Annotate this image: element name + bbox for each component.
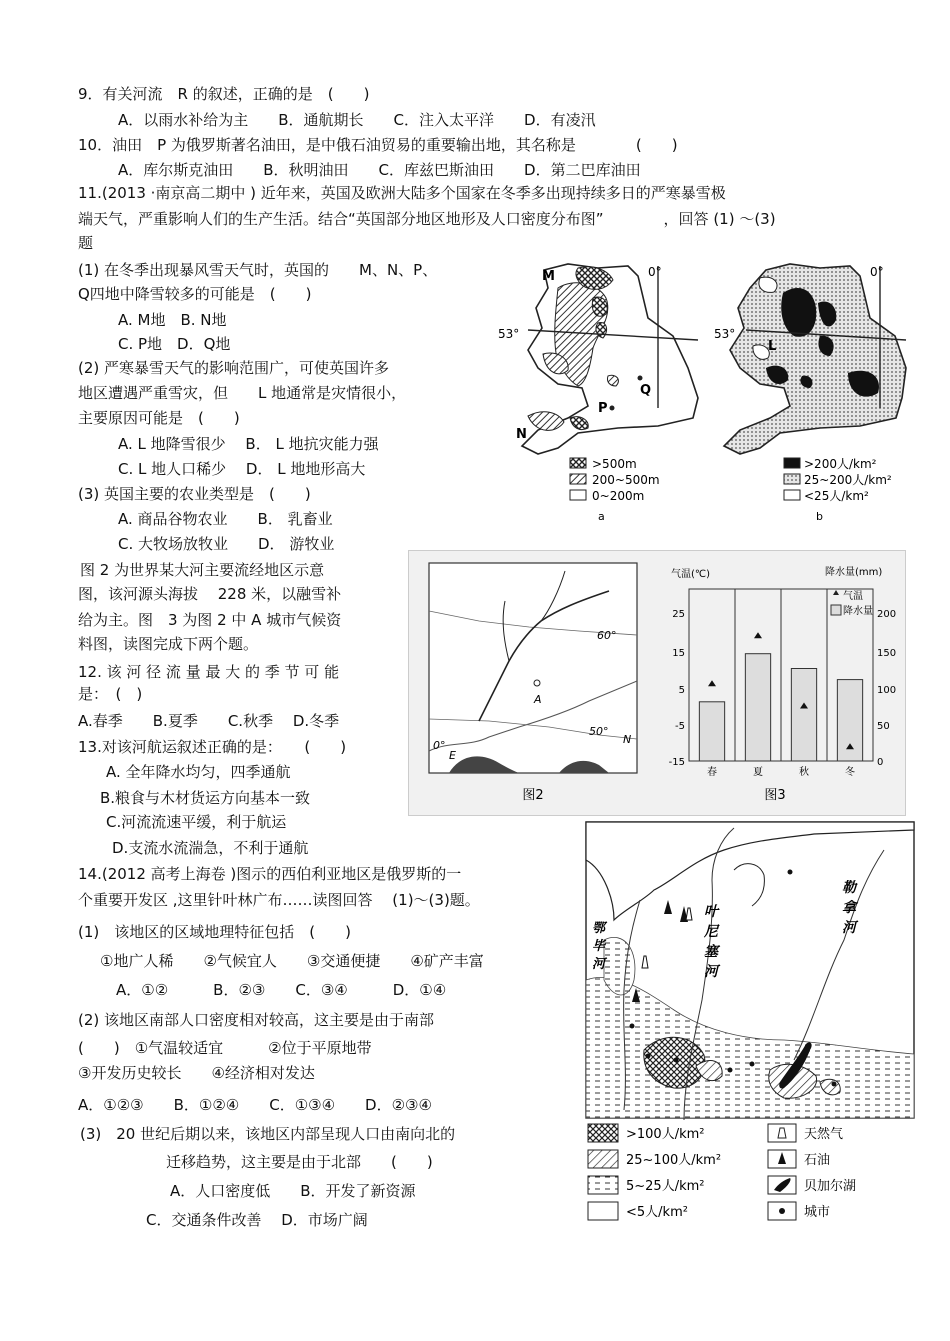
legend-temp-label: 气温 xyxy=(843,591,863,602)
q11-2-options-2: C. L 地人口稀少 D． L 地地形高大 xyxy=(118,460,366,478)
category-label: 春 xyxy=(707,767,717,778)
q14-3-stem-2: 迁移趋势，这主要是由于北部 ( ) xyxy=(166,1153,433,1171)
caption-fig2: 图2 xyxy=(522,788,544,803)
fig2-intro-1: 图 2 为世界某大河主要流经地区示意 xyxy=(80,561,325,579)
q14-3-stem: (3) 20 世纪后期以来，该地区内部呈现人口由南向北的 xyxy=(80,1125,456,1143)
tick-right-4: 0 xyxy=(877,757,884,768)
legend-s-label-3: 5~25人/km² xyxy=(626,1179,705,1194)
label-l: L xyxy=(768,339,777,354)
climate-chart xyxy=(649,551,905,815)
temp-marker xyxy=(754,632,762,638)
city-icon xyxy=(779,1208,785,1214)
tick-left-2: 5 xyxy=(678,685,685,696)
uk-map-a xyxy=(498,264,698,454)
q11-3-options-2: C. 大牧场放牧业 D． 游牧业 xyxy=(118,535,335,553)
legend-s-swatch-4 xyxy=(588,1202,618,1220)
q11-2-stem-3: 主要原因可能是 ( ) xyxy=(78,409,240,427)
q13-stem: 13.对该河航运叙述正确的是： ( ) xyxy=(78,738,347,756)
legend-s-label-6: 石油 xyxy=(804,1153,831,1168)
q13-option-b: B.粮食与木材货运方向基本一致 xyxy=(100,789,311,807)
category-labels xyxy=(707,765,855,778)
river-map xyxy=(409,551,649,815)
q11-stem: 11.(2013 ·南京高二期中 ) 近年来，英国及欧洲大陆多个国家在冬季多出现持续多日的严寒暴雪极 xyxy=(78,184,726,202)
q11-1-options-1: A. M地 B. N地 xyxy=(118,311,227,329)
uk-map-b xyxy=(714,264,906,454)
q11-2-stem-2: 地区遭遇严重雪灾，但 L 地通常是灾情很小， xyxy=(78,384,407,402)
label-ob-2: 毕 xyxy=(592,939,606,954)
legend-b-swatch-1 xyxy=(784,458,800,468)
climate-legend xyxy=(831,590,873,617)
legend-s-label-2: 25~100人/km² xyxy=(626,1153,722,1168)
q14-3-options-1: A．人口密度低 B．开发了新资源 xyxy=(170,1182,416,1200)
q13-option-c: C.河流流速平缓，利于航运 xyxy=(106,813,287,831)
q12-options: A.春季 B.夏季 C.秋季 D.冬季 xyxy=(78,712,340,730)
legend-b-swatch-3 xyxy=(784,490,800,500)
q13-option-a: A. 全年降水均匀，四季通航 xyxy=(106,763,291,781)
precip-bar xyxy=(699,702,724,761)
q9-stem: 9．有关河流 R 的叙述，正确的是 ( ) xyxy=(78,85,370,103)
q10-options: A．库尔斯克油田 B．秋明油田 C．库兹巴斯油田 D．第二巴库油田 xyxy=(118,161,641,179)
legend-s-swatch-2 xyxy=(588,1150,618,1168)
label-b-meridian: 0° xyxy=(870,265,884,279)
legend-s-label-8: 城市 xyxy=(804,1205,831,1220)
q14-1-stem: (1) 该地区的区域地理特征包括 ( ) xyxy=(78,923,351,941)
legend-b-label-2: 25~200人/km² xyxy=(804,473,892,487)
tick-right-1: 150 xyxy=(877,648,897,659)
legend-s-label-4: <5人/km² xyxy=(626,1205,688,1220)
temp-marker xyxy=(708,680,716,686)
legend-s-label-7: 贝加尔湖 xyxy=(804,1179,857,1194)
q14-1-options: A．①② B．②③ C．③④ D．①④ xyxy=(116,981,447,999)
label-a: A xyxy=(534,693,542,706)
label-0: 0° xyxy=(433,739,446,752)
tick-right-0: 200 xyxy=(877,609,897,620)
tick-right-2: 100 xyxy=(877,685,897,696)
label-q: Q xyxy=(640,383,652,398)
label-p: P xyxy=(598,401,608,416)
q14-3-options-2: C．交通条件改善 D．市场广阔 xyxy=(146,1211,368,1229)
legend-b-label-3: <25人/km² xyxy=(804,489,869,503)
legend-temp-marker xyxy=(833,590,839,595)
y-right-label: 降水量(mm) xyxy=(825,567,883,578)
legend-a-label-1: >500m xyxy=(592,457,637,471)
legend-s-label-5: 天然气 xyxy=(804,1127,844,1142)
gas-icon xyxy=(778,1128,786,1138)
label-yenisei-3: 塞 xyxy=(704,944,718,960)
label-yenisei-4: 河 xyxy=(704,964,718,980)
label-a-meridian: 0° xyxy=(648,265,662,279)
label-n: N xyxy=(623,733,632,746)
legend-a-label-3: 0~200m xyxy=(592,489,645,503)
legend-a-swatch-1 xyxy=(570,458,586,468)
legend-s-swatch-3 xyxy=(588,1176,618,1194)
tick-left-3: -5 xyxy=(675,721,685,732)
label-lena-1: 勒 xyxy=(842,880,856,896)
label-n: N xyxy=(516,427,527,442)
caption-fig3: 图3 xyxy=(764,788,786,803)
legend-a-swatch-3 xyxy=(570,490,586,500)
q11-stem-2: 端天气，严重影响人们的生产生活。结合“英国部分地区地形及人口密度分布图” ，回答 (1) ～(3) xyxy=(78,210,776,228)
q11-1-stem-2: Q四地中降雪较多的可能是 ( ) xyxy=(78,285,312,303)
right-ticks xyxy=(877,609,896,768)
q9-options: A．以雨水补给为主 B．通航期长 C．注入太平洋 D．有凌汛 xyxy=(118,111,596,129)
legend-a-swatch-2 xyxy=(570,474,586,484)
legend-s-label-1: >100人/km² xyxy=(626,1127,705,1142)
q11-3-options-1: A. 商品谷物农业 B． 乳畜业 xyxy=(118,510,333,528)
legend-s-swatch-1 xyxy=(588,1124,618,1142)
label-lena-2: 拿 xyxy=(842,900,856,916)
q11-3-stem: (3) 英国主要的农业类型是 ( ) xyxy=(78,485,311,503)
tick-left-4: -15 xyxy=(668,757,685,768)
legend-b xyxy=(784,457,892,523)
label-b-latitude: 53° xyxy=(714,327,736,341)
uk-maps-figure xyxy=(498,258,908,524)
tick-left-0: 25 xyxy=(672,609,685,620)
q10-stem: 10．油田 P 为俄罗斯著名油田，是中俄石油贸易的重要输出地，其名称是 ( ) xyxy=(78,136,678,154)
category-label: 秋 xyxy=(799,767,809,778)
siberia-legend xyxy=(588,1124,856,1220)
label-yenisei-1: 叶 xyxy=(704,904,718,920)
label-m: M xyxy=(542,269,555,284)
tick-right-3: 50 xyxy=(877,721,890,732)
category-label: 冬 xyxy=(845,767,855,778)
q14-1-items: ①地广人稀 ②气候宜人 ③交通便捷 ④矿产丰富 xyxy=(100,952,484,970)
siberia-map-figure xyxy=(584,820,916,1232)
label-ob-3: 河 xyxy=(592,957,606,972)
fig2-fig3-panel xyxy=(408,550,906,816)
q14-stem: 14.(2012 高考上海卷 )图示的西伯利亚地区是俄罗斯的一 xyxy=(78,865,462,883)
caption-a: a xyxy=(598,510,605,523)
legend-a-label-2: 200~500m xyxy=(592,473,660,487)
legend-precip-label: 降水量 xyxy=(843,606,873,617)
q14-2-items-2: ③开发历史较长 ④经济相对发达 xyxy=(78,1064,315,1082)
q11-1-options-2: C. P地 D．Q地 xyxy=(118,335,231,353)
label-e: E xyxy=(449,749,456,762)
q13-option-d: D.支流水流湍急，不利于通航 xyxy=(112,839,309,857)
q11-2-options-1: A. L 地降雪很少 B． L 地抗灾能力强 xyxy=(118,435,379,453)
left-ticks xyxy=(669,609,685,768)
label-a-latitude: 53° xyxy=(498,327,520,341)
legend-a xyxy=(570,457,660,523)
q14-2-stem: (2) 该地区南部人口密度相对较高，这主要是由于南部 xyxy=(78,1011,435,1029)
q14-stem-2: 个重要开发区 ,这里针叶林广布……读图回答 (1)～(3)题。 xyxy=(78,891,480,909)
label-yenisei-2: 尼 xyxy=(704,924,718,940)
legend-precip-swatch xyxy=(831,605,841,615)
q12-stem: 12. 该 河 径 流 量 最 大 的 季 节 可 能 xyxy=(78,663,340,681)
caption-b: b xyxy=(816,510,823,523)
legend-b-label-1: >200人/km² xyxy=(804,457,877,471)
category-label: 夏 xyxy=(753,767,763,778)
q14-2-options: A．①②③ B．①②④ C．①③④ D．②③④ xyxy=(78,1096,432,1114)
fig2-intro-3: 给为主。图 3 为图 2 中 A 城市气候资 xyxy=(78,611,342,629)
fig2-intro-4: 料图，读图完成下两个题。 xyxy=(78,635,259,653)
precip-bar xyxy=(745,654,770,761)
q11-stem-3: 题 xyxy=(78,234,94,252)
q11-2-stem: (2) 严寒暴雪天气的影响范围广，可使英国许多 xyxy=(78,359,390,377)
label-lena-3: 河 xyxy=(842,920,856,936)
q11-1-stem: (1) 在冬季出现暴风雪天气时，英国的 M、N、P、 xyxy=(78,261,438,279)
legend-b-swatch-2 xyxy=(784,474,800,484)
fig2-intro-2: 图，该河源头海拔 228 米，以融雪补 xyxy=(78,585,342,603)
q12-stem-2: 是： ( ) xyxy=(78,685,143,703)
label-60: 60° xyxy=(597,629,617,642)
precip-bar xyxy=(791,669,816,762)
y-left-label: 气温(℃) xyxy=(671,569,711,580)
tick-left-1: 15 xyxy=(672,648,685,659)
label-50: 50° xyxy=(589,725,609,738)
q14-2-items-1: ( ) ①气温较适宜 ②位于平原地带 xyxy=(78,1039,372,1057)
label-ob-1: 鄂 xyxy=(592,921,606,936)
